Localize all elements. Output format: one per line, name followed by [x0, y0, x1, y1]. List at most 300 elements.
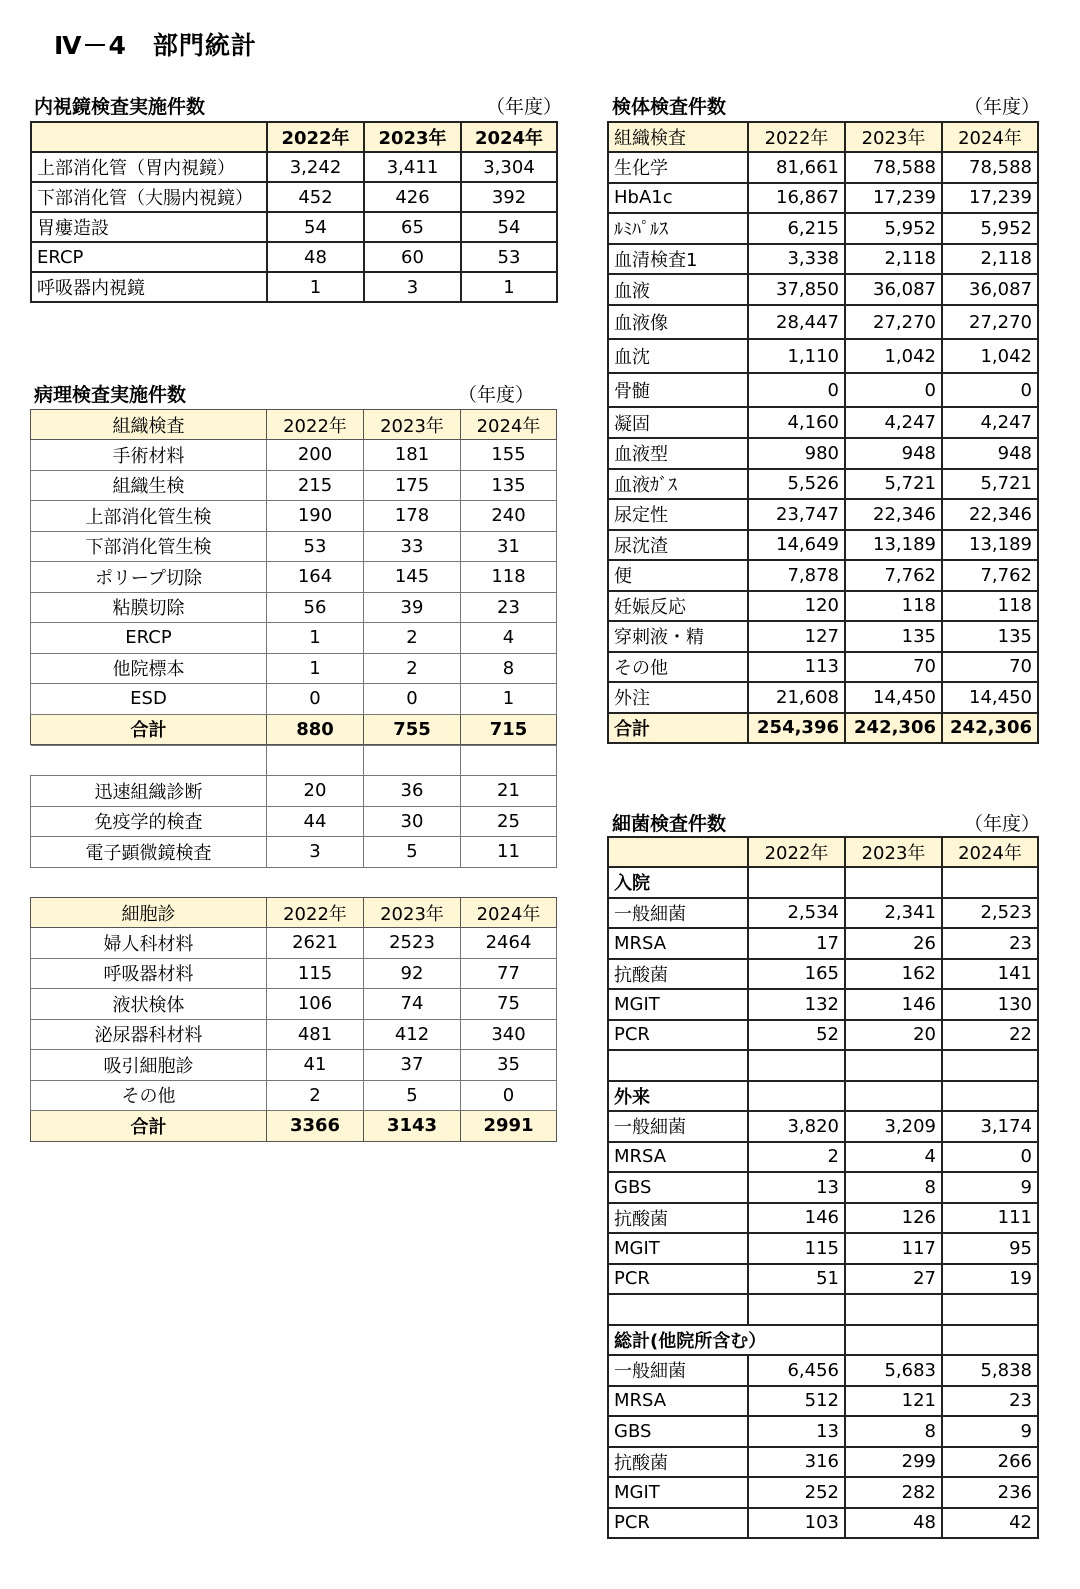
cell-value: 426	[364, 182, 461, 212]
row-label: 泌尿器科材料	[31, 1019, 267, 1050]
table-row	[608, 1355, 1038, 1386]
cell-value	[748, 867, 845, 898]
row-label: PCR	[608, 1020, 748, 1051]
row-label: PCR	[608, 1264, 748, 1295]
row-label: 血清検査1	[608, 244, 748, 275]
table-row	[608, 1477, 1038, 1508]
cell-value: 0	[267, 684, 364, 715]
cell-value: 23	[461, 592, 557, 623]
cell-value: 242,306	[942, 713, 1038, 744]
table-row	[608, 560, 1038, 591]
bacteria-table	[607, 836, 1039, 1539]
row-label: 抗酸菌	[608, 959, 748, 990]
table-row	[608, 305, 1038, 339]
cell-value: 35	[461, 1050, 557, 1081]
cell-value: 2,523	[942, 898, 1038, 929]
cell-value: 0	[845, 373, 942, 407]
cell-value: 74	[364, 989, 461, 1020]
cell-value: 111	[942, 1203, 1038, 1234]
row-label: MGIT	[608, 989, 748, 1020]
cell-value: 5,838	[942, 1355, 1038, 1386]
table-row	[608, 989, 1038, 1020]
cell-value: 22,346	[942, 499, 1038, 530]
row-label: 総計(他院所含む）	[608, 1325, 845, 1356]
cell-value: 135	[942, 621, 1038, 652]
row-label: 組織検査	[608, 122, 748, 152]
empty-cell	[608, 1050, 748, 1081]
cell-value: 113	[748, 652, 845, 683]
cell-value: 4	[845, 1142, 942, 1173]
row-label: HbA1c	[608, 183, 748, 214]
cell-value: 28,447	[748, 305, 845, 339]
row-label: 穿刺液・精	[608, 621, 748, 652]
cell-value: 2,341	[845, 898, 942, 929]
cell-value: 2022年	[267, 898, 364, 928]
row-label: 上部消化管生検	[31, 501, 267, 532]
cell-value: 78,588	[942, 152, 1038, 183]
table-row	[608, 1233, 1038, 1264]
row-label: 合計	[31, 1111, 267, 1142]
row-label: 婦人科材料	[31, 928, 267, 959]
group-header-row	[608, 867, 1038, 898]
cell-value: 2024年	[461, 122, 557, 152]
cell-value: 0	[942, 373, 1038, 407]
header-row	[31, 122, 557, 152]
row-label: 血液ｶﾞｽ	[608, 469, 748, 500]
cell-value: 36,087	[845, 274, 942, 305]
cell-value: 115	[267, 958, 364, 989]
cell-value: 165	[748, 959, 845, 990]
cell-value: 178	[364, 501, 461, 532]
cell-value: 120	[748, 591, 845, 622]
cell-value: 11	[461, 837, 557, 868]
cell-value: 70	[845, 652, 942, 683]
table-row	[608, 928, 1038, 959]
cell-value: 77	[461, 958, 557, 989]
row-label: 外注	[608, 682, 748, 713]
cell-value: 118	[942, 591, 1038, 622]
cell-value: 2464	[461, 928, 557, 959]
cell-value	[845, 1325, 942, 1356]
cell-value: 181	[364, 440, 461, 471]
cell-value: 2,118	[942, 244, 1038, 275]
cell-value: 215	[267, 470, 364, 501]
spacer-row	[31, 746, 557, 776]
cell-value: 27,270	[845, 305, 942, 339]
row-label: ERCP	[31, 623, 267, 654]
spacer-row	[608, 1294, 1038, 1325]
table-row	[31, 152, 557, 182]
cell-value: 36,087	[942, 274, 1038, 305]
cell-value: 980	[748, 438, 845, 469]
table-row	[31, 501, 557, 532]
row-label: 他院標本	[31, 653, 267, 684]
cell-value: 6,215	[748, 213, 845, 244]
cell-value: 25	[461, 806, 557, 837]
total-row	[31, 714, 557, 745]
table-row	[608, 152, 1038, 183]
cell-value: 20	[267, 776, 364, 807]
cell-value: 135	[461, 470, 557, 501]
cell-value: 2	[267, 1080, 364, 1111]
row-label: 外来	[608, 1081, 748, 1112]
cell-value: 92	[364, 958, 461, 989]
cell-value: 21	[461, 776, 557, 807]
cell-value: 130	[942, 989, 1038, 1020]
cell-value	[942, 867, 1038, 898]
row-label: 妊娠反応	[608, 591, 748, 622]
table-row	[608, 1203, 1038, 1234]
table-row	[608, 1142, 1038, 1173]
cell-value: 4,247	[942, 407, 1038, 438]
row-label: ESD	[31, 684, 267, 715]
cell-value: 103	[748, 1508, 845, 1539]
table-row	[608, 274, 1038, 305]
cell-value: 31	[461, 531, 557, 562]
cell-value: 175	[364, 470, 461, 501]
row-label: ERCP	[31, 242, 267, 272]
row-label: MRSA	[608, 928, 748, 959]
group-header-row	[608, 1081, 1038, 1112]
table-row	[31, 1019, 557, 1050]
cell-value: 2523	[364, 928, 461, 959]
cell-value: 6,456	[748, 1355, 845, 1386]
table-row	[608, 339, 1038, 373]
row-label	[608, 837, 748, 867]
empty-cell	[748, 1050, 845, 1081]
row-label: 下部消化管生検	[31, 531, 267, 562]
cell-value: 1,042	[942, 339, 1038, 373]
row-label: 生化学	[608, 152, 748, 183]
cell-value: 316	[748, 1447, 845, 1478]
cell-value: 146	[845, 989, 942, 1020]
cell-value: 3,820	[748, 1111, 845, 1142]
table-row	[31, 242, 557, 272]
empty-cell	[845, 1294, 942, 1325]
table-row	[608, 682, 1038, 713]
cell-value: 5,952	[942, 213, 1038, 244]
cell-value: 13,189	[942, 530, 1038, 561]
empty-cell	[748, 1294, 845, 1325]
row-label: 入院	[608, 867, 748, 898]
row-label: ﾙﾐﾊﾟﾙｽ	[608, 213, 748, 244]
group-header-row	[608, 1325, 1038, 1356]
table-row	[608, 959, 1038, 990]
cell-value: 8	[845, 1172, 942, 1203]
table-row	[608, 1172, 1038, 1203]
cell-value: 2991	[461, 1111, 557, 1142]
cell-value: 22	[942, 1020, 1038, 1051]
row-label: 血液	[608, 274, 748, 305]
cell-value: 121	[845, 1386, 942, 1417]
cell-value: 266	[942, 1447, 1038, 1478]
cell-value: 48	[267, 242, 364, 272]
cell-value: 5	[364, 837, 461, 868]
cell-value: 0	[748, 373, 845, 407]
pathology-title: 病理検査実施件数	[34, 384, 187, 406]
cell-value: 13,189	[845, 530, 942, 561]
cell-value: 0	[942, 1142, 1038, 1173]
table-row	[608, 1386, 1038, 1417]
row-label: 免疫学的検査	[31, 806, 267, 837]
cell-value: 3	[364, 272, 461, 302]
cell-value: 5,952	[845, 213, 942, 244]
cell-value: 41	[267, 1050, 364, 1081]
cell-value: 254,396	[748, 713, 845, 744]
table-row	[31, 806, 557, 837]
header-row	[608, 837, 1038, 867]
cell-value: 8	[461, 653, 557, 684]
table-row	[608, 469, 1038, 500]
cell-value: 715	[461, 714, 557, 745]
cell-value: 53	[267, 531, 364, 562]
row-label	[31, 122, 267, 152]
row-label: MRSA	[608, 1142, 748, 1173]
cell-value: 78,588	[845, 152, 942, 183]
cell-value: 0	[364, 684, 461, 715]
cell-value: 17,239	[845, 183, 942, 214]
cell-value: 27	[845, 1264, 942, 1295]
cell-value: 115	[748, 1233, 845, 1264]
cell-value: 23,747	[748, 499, 845, 530]
cell-value: 8	[845, 1416, 942, 1447]
spacer-row	[608, 1050, 1038, 1081]
cell-value: 2022年	[748, 837, 845, 867]
cell-value: 2	[748, 1142, 845, 1173]
header-row	[31, 898, 557, 928]
table-row	[31, 440, 557, 471]
cell-value: 5,721	[942, 469, 1038, 500]
cell-value: 9	[942, 1172, 1038, 1203]
cell-value: 2023年	[364, 122, 461, 152]
cell-value: 948	[845, 438, 942, 469]
cell-value: 3	[267, 837, 364, 868]
table-row	[31, 562, 557, 593]
cell-value: 145	[364, 562, 461, 593]
cell-value: 5,526	[748, 469, 845, 500]
endoscopy-unit: （年度）	[486, 96, 563, 118]
cell-value: 4,160	[748, 407, 845, 438]
cell-value: 118	[461, 562, 557, 593]
cell-value: 3143	[364, 1111, 461, 1142]
cell-value: 252	[748, 1477, 845, 1508]
cell-value: 7,762	[845, 560, 942, 591]
table-row	[608, 530, 1038, 561]
header-row	[31, 410, 557, 440]
cell-value: 236	[942, 1477, 1038, 1508]
cell-value	[942, 1081, 1038, 1112]
cell-value: 7,878	[748, 560, 845, 591]
cell-value: 53	[461, 242, 557, 272]
row-label: 尿沈渣	[608, 530, 748, 561]
table-row	[31, 928, 557, 959]
cell-value: 126	[845, 1203, 942, 1234]
specimen-unit: （年度）	[964, 96, 1041, 118]
row-label: 凝固	[608, 407, 748, 438]
row-label: 電子顕微鏡検査	[31, 837, 267, 868]
cell-value: 7,762	[942, 560, 1038, 591]
table-row	[31, 958, 557, 989]
empty-cell	[608, 1294, 748, 1325]
cell-value: 117	[845, 1233, 942, 1264]
row-label: MRSA	[608, 1386, 748, 1417]
row-label: 胃瘻造設	[31, 212, 267, 242]
row-label: 尿定性	[608, 499, 748, 530]
empty-cell	[845, 1050, 942, 1081]
row-label: 一般細菌	[608, 1111, 748, 1142]
pathology-extra-table	[30, 745, 557, 868]
cell-value: 14,450	[942, 682, 1038, 713]
table-row	[31, 837, 557, 868]
table-row	[608, 591, 1038, 622]
row-label: 手術材料	[31, 440, 267, 471]
empty-cell	[364, 746, 461, 776]
table-row	[608, 1508, 1038, 1539]
row-label: 血沈	[608, 339, 748, 373]
row-label: 合計	[31, 714, 267, 745]
table-row	[608, 1416, 1038, 1447]
cell-value: 155	[461, 440, 557, 471]
cell-value: 1	[461, 272, 557, 302]
cell-value: 23	[942, 1386, 1038, 1417]
cell-value: 3,209	[845, 1111, 942, 1142]
pathology-table	[30, 409, 557, 745]
row-label: MGIT	[608, 1477, 748, 1508]
empty-cell	[267, 746, 364, 776]
cell-value: 51	[748, 1264, 845, 1295]
row-label: 抗酸菌	[608, 1203, 748, 1234]
cell-value: 3,338	[748, 244, 845, 275]
cell-value: 146	[748, 1203, 845, 1234]
cell-value: 2024年	[942, 122, 1038, 152]
row-label: 呼吸器内視鏡	[31, 272, 267, 302]
table-row	[31, 684, 557, 715]
cell-value: 4,247	[845, 407, 942, 438]
cell-value: 200	[267, 440, 364, 471]
cell-value	[845, 1081, 942, 1112]
cell-value: 5	[364, 1080, 461, 1111]
cell-value: 37,850	[748, 274, 845, 305]
cell-value: 42	[942, 1508, 1038, 1539]
cell-value: 54	[267, 212, 364, 242]
cell-value: 2022年	[267, 410, 364, 440]
cell-value: 2022年	[267, 122, 364, 152]
cell-value: 2023年	[845, 122, 942, 152]
cell-value: 412	[364, 1019, 461, 1050]
cell-value: 118	[845, 591, 942, 622]
row-label: GBS	[608, 1416, 748, 1447]
table-row	[31, 623, 557, 654]
cell-value: 4	[461, 623, 557, 654]
table-row	[608, 438, 1038, 469]
cell-value: 22,346	[845, 499, 942, 530]
cell-value: 240	[461, 501, 557, 532]
row-label: 上部消化管（胃内視鏡）	[31, 152, 267, 182]
cell-value: 1	[461, 684, 557, 715]
cell-value: 392	[461, 182, 557, 212]
cell-value: 65	[364, 212, 461, 242]
cell-value: 948	[942, 438, 1038, 469]
cell-value: 3,174	[942, 1111, 1038, 1142]
row-label: MGIT	[608, 1233, 748, 1264]
cell-value: 127	[748, 621, 845, 652]
cell-value	[845, 867, 942, 898]
table-row	[608, 373, 1038, 407]
row-label: 便	[608, 560, 748, 591]
table-row	[31, 1050, 557, 1081]
cell-value: 132	[748, 989, 845, 1020]
row-label: 骨髄	[608, 373, 748, 407]
cell-value: 2024年	[942, 837, 1038, 867]
total-row	[608, 713, 1038, 744]
row-label: 迅速組織診断	[31, 776, 267, 807]
header-row	[608, 122, 1038, 152]
cell-value: 2621	[267, 928, 364, 959]
cell-value	[748, 1081, 845, 1112]
cell-value: 164	[267, 562, 364, 593]
cell-value: 2,534	[748, 898, 845, 929]
row-label: 合計	[608, 713, 748, 744]
cell-value: 39	[364, 592, 461, 623]
row-label: その他	[608, 652, 748, 683]
cell-value: 162	[845, 959, 942, 990]
cell-value: 452	[267, 182, 364, 212]
cell-value: 17,239	[942, 183, 1038, 214]
table-row	[31, 531, 557, 562]
cell-value: 81,661	[748, 152, 845, 183]
cell-value: 26	[845, 928, 942, 959]
cell-value: 2	[364, 623, 461, 654]
table-row	[31, 989, 557, 1020]
row-label: 血液像	[608, 305, 748, 339]
table-row	[608, 244, 1038, 275]
table-row	[608, 652, 1038, 683]
cell-value: 0	[461, 1080, 557, 1111]
row-label: 一般細菌	[608, 898, 748, 929]
cell-value: 1	[267, 653, 364, 684]
table-row	[31, 182, 557, 212]
cell-value: 1,110	[748, 339, 845, 373]
cell-value: 60	[364, 242, 461, 272]
empty-cell	[31, 746, 267, 776]
table-row	[31, 470, 557, 501]
row-label: 抗酸菌	[608, 1447, 748, 1478]
table-row	[608, 1111, 1038, 1142]
cell-value: 1	[267, 272, 364, 302]
cell-value: 2023年	[364, 410, 461, 440]
cell-value: 44	[267, 806, 364, 837]
cell-value: 340	[461, 1019, 557, 1050]
table-row	[608, 213, 1038, 244]
cell-value: 75	[461, 989, 557, 1020]
specimen-title: 検体検査件数	[612, 96, 727, 118]
cell-value: 52	[748, 1020, 845, 1051]
specimen-table	[607, 121, 1039, 744]
table-row	[31, 212, 557, 242]
row-label: 組織生検	[31, 470, 267, 501]
row-label: その他	[31, 1080, 267, 1111]
cell-value: 48	[845, 1508, 942, 1539]
cytology-table	[30, 897, 557, 1142]
cell-value: 13	[748, 1416, 845, 1447]
cell-value: 17	[748, 928, 845, 959]
cell-value: 56	[267, 592, 364, 623]
cell-value: 3,411	[364, 152, 461, 182]
cell-value: 27,270	[942, 305, 1038, 339]
pathology-unit: （年度）	[458, 384, 535, 406]
cell-value: 3366	[267, 1111, 364, 1142]
cell-value: 3,304	[461, 152, 557, 182]
